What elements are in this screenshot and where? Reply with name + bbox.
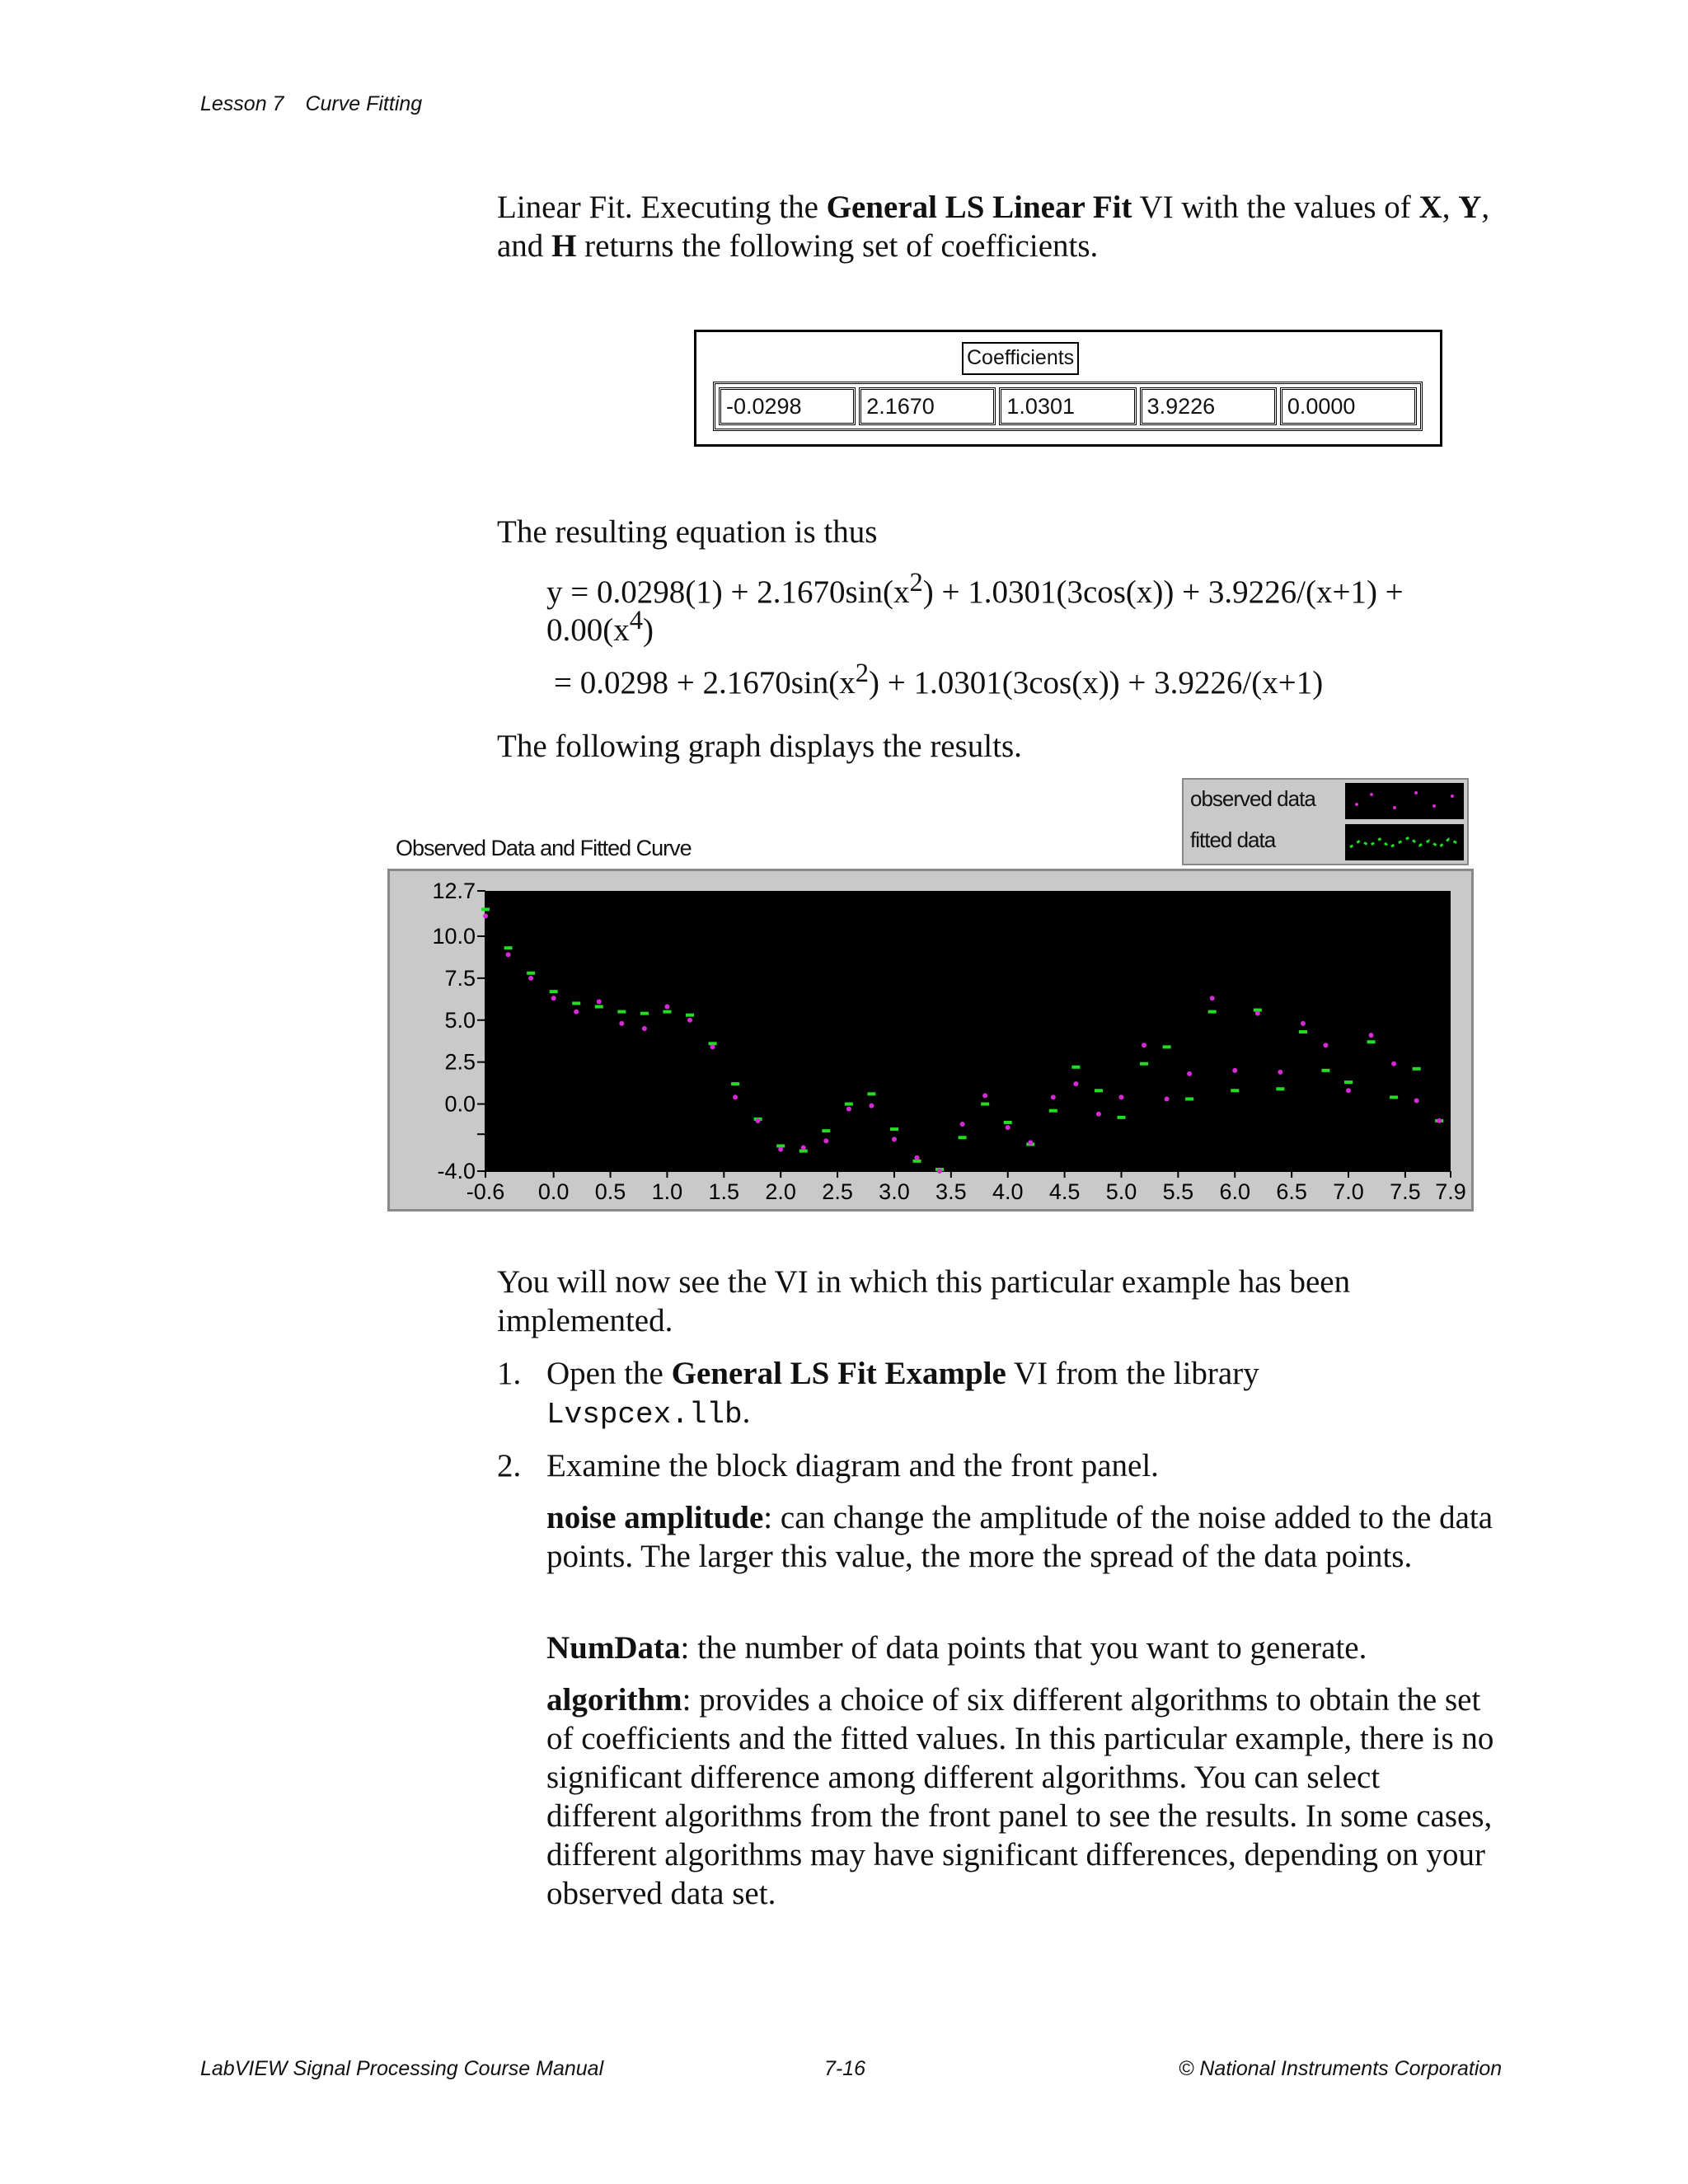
fitted-point bbox=[1071, 1066, 1080, 1069]
noise-amplitude-def bbox=[546, 1498, 1494, 1576]
exponent: 2 bbox=[909, 568, 923, 598]
var-h: H bbox=[551, 228, 577, 264]
equation-text: ) bbox=[643, 612, 654, 648]
observed-point bbox=[1051, 1094, 1056, 1099]
library-filename: Lvspcex.llb bbox=[546, 1398, 743, 1432]
observed-point bbox=[1346, 1088, 1351, 1093]
intro-text: Linear Fit. Executing the bbox=[497, 190, 827, 225]
observed-point bbox=[1210, 996, 1215, 1001]
equation-text: = 0.0298 + 2.1670sin(x bbox=[554, 665, 856, 701]
observed-point bbox=[733, 1094, 738, 1099]
observed-point bbox=[869, 1104, 874, 1108]
fitted-point bbox=[1049, 1109, 1057, 1113]
vi-name: General LS Fit Example bbox=[671, 1356, 1006, 1391]
fitted-point bbox=[572, 1001, 580, 1005]
observed-point bbox=[1187, 1071, 1192, 1076]
exponent: 2 bbox=[855, 658, 869, 688]
x-tick-label: 3.5 bbox=[935, 1179, 967, 1204]
intro-text: VI with the values of bbox=[1132, 190, 1419, 225]
footer-copyright: © National Instruments Corporation bbox=[1179, 2057, 1503, 2080]
observed-point bbox=[1028, 1140, 1033, 1145]
observed-point bbox=[778, 1147, 783, 1152]
fitted-point bbox=[663, 1010, 671, 1014]
exponent: 4 bbox=[629, 606, 643, 635]
observed-point bbox=[710, 1044, 715, 1049]
observed-point bbox=[1006, 1125, 1010, 1130]
observed-point bbox=[937, 1169, 942, 1174]
definition: : provides a choice of six different algorithms to obtain the set of coefficients and the fitted values. In this particular example, there is no significant difference among different algorithms. You can select different algorithms from the front panel to see the results. In some cases, different algorithms may have significant differences, depending on your observed data set. bbox=[546, 1682, 1494, 1911]
graph-frame bbox=[387, 869, 1474, 1212]
fitted-point bbox=[981, 1103, 989, 1106]
equation-text: y = 0.0298(1) + 2.1670sin(x bbox=[546, 574, 910, 610]
lesson-number: Lesson 7 bbox=[200, 92, 284, 115]
fitted-point bbox=[504, 946, 513, 949]
observed-point bbox=[574, 1010, 579, 1015]
coefficient-cell[interactable]: 3.9226 bbox=[1140, 387, 1277, 425]
observed-point bbox=[1073, 1081, 1078, 1086]
fitted-point bbox=[959, 1136, 967, 1139]
intro-text: , bbox=[1442, 190, 1459, 225]
equation-line-3 bbox=[554, 654, 1502, 702]
legend-label-observed: observed data bbox=[1190, 786, 1315, 811]
x-tick-label: 5.0 bbox=[1105, 1179, 1137, 1204]
coefficients-array bbox=[713, 382, 1423, 431]
observed-point bbox=[483, 914, 488, 919]
x-tick-label: 0.5 bbox=[594, 1179, 626, 1204]
legend-swatch-fitted bbox=[1345, 824, 1464, 860]
y-tick-label: 0.0 bbox=[444, 1091, 476, 1117]
term: algorithm bbox=[546, 1682, 682, 1718]
footer-manual: LabVIEW Signal Processing Course Manual bbox=[200, 2057, 604, 2080]
observed-point bbox=[528, 976, 533, 981]
plot-legend bbox=[1182, 778, 1469, 865]
fitted-point bbox=[1299, 1030, 1307, 1033]
var-x: X bbox=[1418, 190, 1442, 225]
y-tick-label: 7.5 bbox=[444, 965, 476, 991]
equation-text: ) + 1.0301(3cos(x)) + 3.9226/(x+1) bbox=[869, 665, 1324, 701]
coefficients-panel bbox=[694, 330, 1442, 447]
fitted-point bbox=[1004, 1121, 1012, 1124]
definition: : can change the amplitude of the noise added to the data points. The larger this value, the more the spread of the data points. bbox=[546, 1500, 1493, 1574]
x-tick-label: 7.9 bbox=[1435, 1179, 1466, 1204]
observed-point bbox=[1323, 1043, 1328, 1047]
step-text: Open the bbox=[546, 1356, 672, 1391]
x-tick-label: 7.5 bbox=[1390, 1179, 1421, 1204]
observed-point bbox=[1369, 1033, 1374, 1038]
observed-point bbox=[664, 1004, 669, 1009]
equation-line-2 bbox=[546, 602, 1494, 649]
observed-point bbox=[1142, 1043, 1146, 1047]
equation-text: 0.00(x bbox=[546, 612, 630, 648]
fitted-point bbox=[890, 1127, 898, 1131]
y-tick-label: 12.7 bbox=[432, 879, 476, 903]
step-1-text bbox=[546, 1354, 1494, 1434]
observed-point bbox=[823, 1138, 828, 1143]
graph-intro: The following graph displays the results. bbox=[497, 729, 1022, 764]
x-tick-label: 0.0 bbox=[537, 1179, 570, 1204]
fitted-point bbox=[1208, 1010, 1217, 1014]
coefficient-cell[interactable]: 2.1670 bbox=[859, 387, 996, 425]
fitted-point bbox=[1231, 1089, 1239, 1092]
step-2-text: Examine the block diagram and the front panel. bbox=[546, 1448, 1159, 1483]
fitted-point bbox=[1367, 1040, 1376, 1043]
equation-lead: The resulting equation is thus bbox=[497, 514, 878, 550]
observed-point bbox=[1414, 1098, 1419, 1103]
coefficient-cell[interactable]: 0.0000 bbox=[1280, 387, 1417, 425]
y-tick-label: -4.0 bbox=[437, 1159, 476, 1183]
fitted-point bbox=[640, 1012, 649, 1015]
vi-name: General LS Linear Fit bbox=[826, 190, 1132, 225]
observed-point bbox=[756, 1118, 761, 1123]
observed-point bbox=[1437, 1118, 1442, 1123]
step-number: 1. bbox=[497, 1356, 522, 1391]
intro-paragraph bbox=[497, 188, 1494, 265]
intro-text: returns the following set of coefficients. bbox=[576, 228, 1099, 264]
observed-point bbox=[1301, 1021, 1306, 1026]
observed-point bbox=[892, 1137, 897, 1141]
x-tick-label: 7.0 bbox=[1333, 1179, 1364, 1204]
numdata-def bbox=[546, 1629, 1494, 1667]
x-tick-label: 6.0 bbox=[1219, 1179, 1251, 1204]
x-tick-label: 4.0 bbox=[992, 1179, 1024, 1204]
x-tick-label: 3.0 bbox=[879, 1179, 910, 1204]
legend-swatch-observed bbox=[1345, 783, 1464, 819]
observed-point bbox=[642, 1026, 647, 1031]
fitted-point bbox=[1321, 1069, 1329, 1072]
x-tick-label: 2.0 bbox=[765, 1179, 796, 1204]
footer-page-number: 7-16 bbox=[824, 2057, 866, 2080]
lesson-title: Curve Fitting bbox=[305, 92, 423, 115]
x-tick-label: 4.5 bbox=[1048, 1179, 1081, 1204]
observed-point bbox=[801, 1145, 806, 1150]
observed-point bbox=[915, 1155, 920, 1160]
fitted-point bbox=[1413, 1067, 1421, 1071]
observed-point bbox=[1391, 1062, 1396, 1066]
definition: : the number of data points that you want to generate. bbox=[680, 1630, 1367, 1666]
legend-label-fitted: fitted data bbox=[1190, 827, 1276, 852]
var-y: Y bbox=[1458, 190, 1482, 225]
observed-point bbox=[1278, 1070, 1282, 1075]
observed-swatch-icon bbox=[1345, 783, 1464, 819]
x-tick-label: 6.5 bbox=[1276, 1179, 1307, 1204]
step-2 bbox=[497, 1446, 1494, 1485]
observed-point bbox=[1232, 1068, 1237, 1073]
fitted-point bbox=[845, 1103, 853, 1106]
fitted-point bbox=[481, 907, 490, 911]
observed-point bbox=[687, 1018, 692, 1023]
fitted-point bbox=[1185, 1097, 1193, 1100]
intro-text: , and bbox=[497, 190, 1490, 264]
x-tick-label: -0.6 bbox=[466, 1179, 505, 1204]
equation-text: ) + 1.0301(3cos(x)) + 3.9226/(x+1) + bbox=[922, 574, 1404, 610]
fitted-swatch-icon bbox=[1345, 824, 1464, 860]
y-tick-label: 5.0 bbox=[444, 1007, 476, 1033]
observed-point bbox=[506, 952, 511, 957]
observed-point bbox=[1096, 1112, 1101, 1117]
fitted-point bbox=[686, 1014, 694, 1017]
fitted-point bbox=[822, 1129, 830, 1132]
observed-point bbox=[619, 1021, 624, 1026]
observed-point bbox=[551, 996, 556, 1001]
step-text: VI from the library bbox=[1006, 1356, 1259, 1391]
x-tick-label: 5.5 bbox=[1162, 1179, 1194, 1204]
observed-point bbox=[1255, 1011, 1260, 1016]
fitted-point bbox=[595, 1005, 603, 1008]
x-tick-label: 2.5 bbox=[822, 1179, 853, 1204]
coefficient-cell[interactable]: -0.0298 bbox=[719, 387, 856, 425]
fitted-point bbox=[1390, 1095, 1398, 1099]
fitted-point bbox=[1140, 1062, 1148, 1066]
fitted-point bbox=[1095, 1089, 1103, 1092]
term: noise amplitude bbox=[546, 1500, 764, 1535]
observed-point bbox=[1118, 1094, 1123, 1099]
term: NumData bbox=[546, 1630, 681, 1666]
fitted-point bbox=[617, 1010, 626, 1014]
plot-area bbox=[390, 871, 1471, 1209]
x-tick-label: 1.5 bbox=[708, 1179, 740, 1204]
fitted-point bbox=[527, 972, 535, 975]
fitted-point bbox=[1344, 1080, 1353, 1084]
step-number: 2. bbox=[497, 1448, 522, 1483]
fitted-point bbox=[550, 990, 558, 993]
coefficient-cell[interactable]: 1.0301 bbox=[999, 387, 1136, 425]
running-head bbox=[200, 92, 422, 116]
graph-title: Observed Data and Fitted Curve bbox=[396, 836, 692, 860]
y-tick-label: 10.0 bbox=[432, 923, 476, 949]
vi-intro-paragraph: You will now see the VI in which this particular example has been implemented. bbox=[497, 1264, 1351, 1338]
observed-point bbox=[597, 999, 602, 1004]
fitted-point bbox=[1163, 1045, 1171, 1048]
observed-point bbox=[960, 1122, 965, 1127]
algorithm-def bbox=[546, 1680, 1494, 1913]
step-text: . bbox=[742, 1394, 751, 1430]
fitted-point bbox=[1276, 1087, 1284, 1090]
observed-point bbox=[846, 1107, 851, 1112]
x-tick-label: 1.0 bbox=[651, 1179, 683, 1204]
fitted-point bbox=[731, 1082, 739, 1085]
fitted-point bbox=[867, 1092, 875, 1095]
observed-point bbox=[1165, 1096, 1170, 1101]
fitted-point bbox=[1117, 1116, 1125, 1119]
step-1 bbox=[497, 1354, 1494, 1434]
coefficients-label: Coefficients bbox=[962, 342, 1079, 375]
y-tick-label: 2.5 bbox=[444, 1049, 476, 1075]
observed-point bbox=[982, 1093, 987, 1098]
